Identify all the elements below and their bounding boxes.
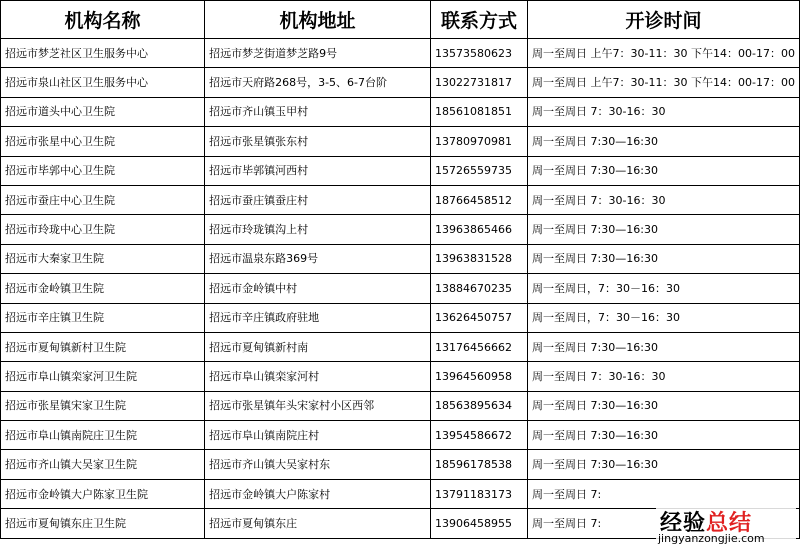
cell-hours: 周一至周日 上午7：30-11：30 下午14：00-17：00: [528, 68, 800, 97]
cell-name: 招远市齐山镇大吴家卫生院: [1, 450, 205, 479]
cell-address: 招远市蚕庄镇蚕庄村: [205, 185, 431, 214]
table-row: [1, 421, 800, 450]
cell-hours: 周一至周日 7：30-16：30: [528, 362, 800, 391]
cell-name: 招远市张星镇宋家卫生院: [1, 391, 205, 420]
cell-hours: 周一至周日 7:30—16:30: [528, 127, 800, 156]
cell-hours: 周一至周日 上午7：30-11：30 下午14：00-17：00: [528, 39, 800, 68]
cell-phone: 13906458955: [430, 509, 527, 538]
cell-hours: 周一至周日 7:30—16:30: [528, 450, 800, 479]
cell-name: 招远市玲珑中心卫生院: [1, 215, 205, 244]
cell-address: 招远市阜山镇南院庄村: [205, 421, 431, 450]
cell-phone: 15726559735: [430, 156, 527, 185]
table-row: [1, 127, 800, 156]
table-row: [1, 185, 800, 214]
cell-address: 招远市齐山镇大吴家村东: [205, 450, 431, 479]
cell-hours: 周一至周日 7:30—16:30: [528, 244, 800, 273]
header-address: 机构地址: [205, 1, 431, 39]
table-row: [1, 215, 800, 244]
table-row: [1, 362, 800, 391]
watermark-title: 经验总结: [660, 510, 753, 536]
cell-hours: 周一至周日 7：30-16：30: [528, 97, 800, 126]
table-row: [1, 479, 800, 508]
header-hours: 开诊时间: [528, 1, 800, 39]
cell-phone: 13963865466: [430, 215, 527, 244]
table-row: [1, 39, 800, 68]
watermark-url: jingyanzongjie.com: [658, 532, 765, 545]
cell-name: 招远市毕郭中心卫生院: [1, 156, 205, 185]
cell-address: 招远市张星镇年头宋家村小区西邻: [205, 391, 431, 420]
cell-phone: 18596178538: [430, 450, 527, 479]
cell-name: 招远市阜山镇栾家河卫生院: [1, 362, 205, 391]
table-row: [1, 332, 800, 361]
table-row: [1, 156, 800, 185]
cell-address: 招远市金岭镇大户陈家村: [205, 479, 431, 508]
cell-address: 招远市梦芝街道梦芝路9号: [205, 39, 431, 68]
cell-address: 招远市温泉东路369号: [205, 244, 431, 273]
cell-phone: 13573580623: [430, 39, 527, 68]
cell-phone: 18563895634: [430, 391, 527, 420]
cell-name: 招远市金岭镇大户陈家卫生院: [1, 479, 205, 508]
cell-name: 招远市蚕庄中心卫生院: [1, 185, 205, 214]
cell-phone: 18561081851: [430, 97, 527, 126]
table-row: [1, 274, 800, 303]
cell-address: 招远市齐山镇玉甲村: [205, 97, 431, 126]
cell-address: 招远市天府路268号，3-5、6-7台阶: [205, 68, 431, 97]
cell-name: 招远市大秦家卫生院: [1, 244, 205, 273]
cell-hours: 周一至周日 7：30-16：30: [528, 185, 800, 214]
cell-name: 招远市夏甸镇新村卫生院: [1, 332, 205, 361]
cell-hours: 周一至周日 7:30—16:30: [528, 332, 800, 361]
cell-name: 招远市梦芝社区卫生服务中心: [1, 39, 205, 68]
cell-hours: 周一至周日 7:30—16:30: [528, 391, 800, 420]
cell-name: 招远市张星中心卫生院: [1, 127, 205, 156]
cell-phone: 13963831528: [430, 244, 527, 273]
cell-address: 招远市金岭镇中村: [205, 274, 431, 303]
cell-hours: 周一至周日 7:: [528, 509, 800, 538]
cell-phone: 13791183173: [430, 479, 527, 508]
cell-hours: 周一至周日 7:30—16:30: [528, 156, 800, 185]
table-row: [1, 450, 800, 479]
cell-name: 招远市金岭镇卫生院: [1, 274, 205, 303]
table-row: [1, 244, 800, 273]
cell-name: 招远市夏甸镇东庄卫生院: [1, 509, 205, 538]
cell-name: 招远市辛庄镇卫生院: [1, 303, 205, 332]
table-row: [1, 97, 800, 126]
header-name: 机构名称: [1, 1, 205, 39]
cell-phone: 13884670235: [430, 274, 527, 303]
cell-address: 招远市张星镇张东村: [205, 127, 431, 156]
cell-phone: 13626450757: [430, 303, 527, 332]
cell-address: 招远市玲珑镇沟上村: [205, 215, 431, 244]
cell-hours: 周一至周日 7:30—16:30: [528, 421, 800, 450]
cell-hours: 周一至周日，7：30－16：30: [528, 274, 800, 303]
header-row: [1, 1, 800, 39]
cell-phone: 13022731817: [430, 68, 527, 97]
cell-phone: 13176456662: [430, 332, 527, 361]
cell-phone: 13964560958: [430, 362, 527, 391]
cell-address: 招远市阜山镇栾家河村: [205, 362, 431, 391]
cell-address: 招远市辛庄镇政府驻地: [205, 303, 431, 332]
table-row: [1, 303, 800, 332]
table-row: [1, 68, 800, 97]
cell-phone: 13780970981: [430, 127, 527, 156]
cell-phone: 13954586672: [430, 421, 527, 450]
table-row: [1, 391, 800, 420]
cell-name: 招远市阜山镇南院庄卫生院: [1, 421, 205, 450]
cell-hours: 周一至周日，7：30－16：30: [528, 303, 800, 332]
watermark-logo: [656, 506, 796, 546]
cell-phone: 18766458512: [430, 185, 527, 214]
cell-address: 招远市毕郭镇河西村: [205, 156, 431, 185]
cell-name: 招远市泉山社区卫生服务中心: [1, 68, 205, 97]
cell-address: 招远市夏甸镇新村南: [205, 332, 431, 361]
cell-hours: 周一至周日 7:30—16:30: [528, 215, 800, 244]
header-phone: 联系方式: [430, 1, 527, 39]
cell-hours: 周一至周日 7:: [528, 479, 800, 508]
cell-address: 招远市夏甸镇东庄: [205, 509, 431, 538]
cell-name: 招远市道头中心卫生院: [1, 97, 205, 126]
